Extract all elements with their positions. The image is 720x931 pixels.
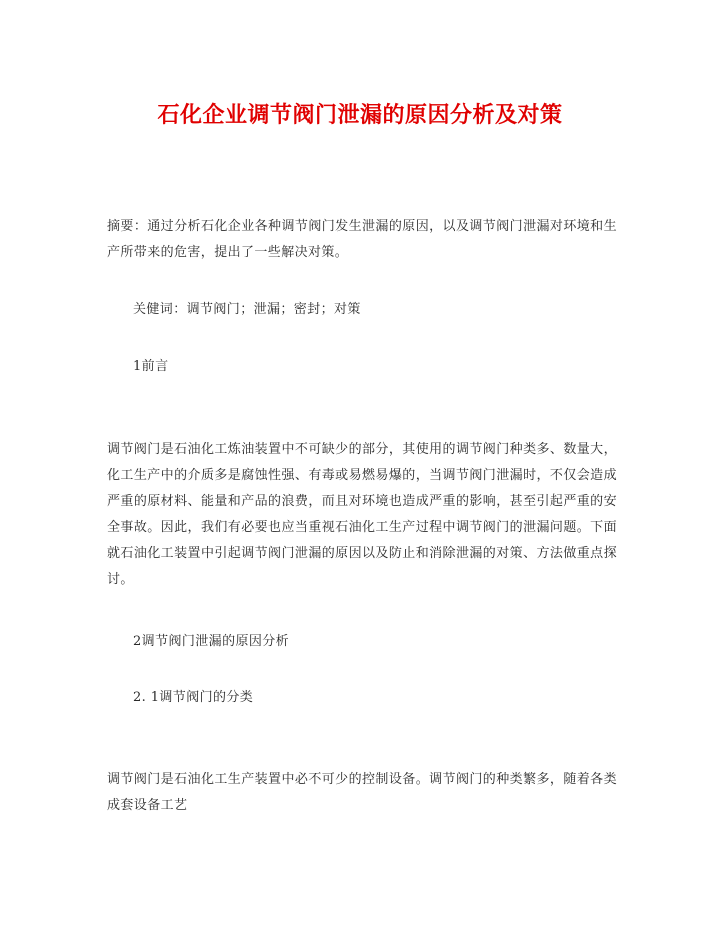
section-2-1-heading: 2. 1调节阀门的分类 [133, 690, 254, 705]
section-1-body: 调节阀门是石油化工炼油装置中不可缺少的部分，其使用的调节阀门种类多、数量大，化工生产中的介质多是腐蚀性强、有毒或易燃易爆的，当调节阀门泄漏时，不仅会造成严重的原材料、能量和产品的浪费，而且对环境也造成严重的影响，甚至引起严重的安全事故。因此，我们有必要也应当重视石油化工生产过程中调节阀门的泄漏问题。下面就石油化工装置中引起调节阀门泄漏的原因以及防止和消除泄漏的对策、方法做重点探讨。 [107, 442, 617, 587]
section-2-1-body: 调节阀门是石油化工生产装置中必不可少的控制设备。调节阀门的种类繁多，随着各类成套设备工艺 [107, 772, 617, 813]
section-2-heading: 2调节阀门泄漏的原因分析 [133, 634, 290, 649]
section-1-heading: 1前言 [133, 359, 169, 374]
document-title: 石化企业调节阀门泄漏的原因分析及对策 [157, 102, 563, 128]
abstract-paragraph: 摘要：通过分析石化企业各种调节阀门发生泄漏的原因，以及调节阀门泄漏对环境和生产所带来的危害，提出了一些解决对策。 [107, 219, 617, 260]
keywords-line: 关健词：调节阀门；泄漏；密封；对策 [133, 302, 361, 317]
